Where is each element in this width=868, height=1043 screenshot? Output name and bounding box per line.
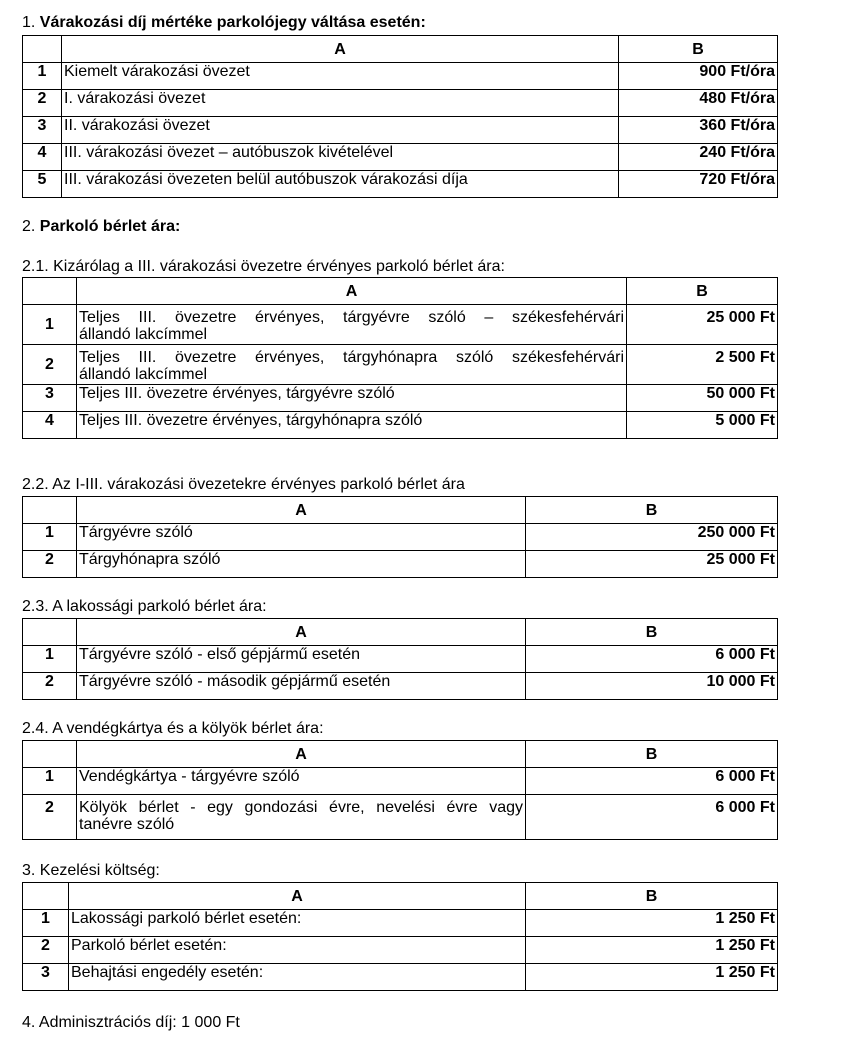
row-description-line-2: állandó lakcímmel [79,326,208,343]
row-price: 250 000 Ft [526,524,778,551]
table-header-row [23,278,778,305]
header-col-a: A [77,741,526,768]
row-price: 1 250 Ft [526,937,778,964]
table-header-row [23,741,778,768]
row-price: 6 000 Ft [526,646,778,673]
row-description: Teljes III. övezetre érvényes, tárgyhónapra szóló [77,412,627,439]
table-resident-pass-prices [22,618,778,700]
row-number: 4 [23,144,62,171]
header-col-b: B [526,497,778,524]
table-row [23,345,778,385]
header-empty [23,36,62,63]
row-number: 3 [23,964,69,991]
row-price: 2 500 Ft [627,345,778,385]
row-description: Tárgyévre szóló - második gépjármű esetén [77,673,526,700]
row-price: 720 Ft/óra [619,171,778,198]
row-price: 5 000 Ft [627,412,778,439]
table-row [23,673,778,700]
row-price: 50 000 Ft [627,385,778,412]
row-price: 10 000 Ft [526,673,778,700]
row-number: 1 [23,305,77,345]
header-col-a: A [62,36,619,63]
row-number: 1 [23,524,77,551]
header-empty [23,741,77,768]
section-2-2-title: 2.2. Az I-III. várakozási övezetekre érvényes parkoló bérlet ára [22,476,465,493]
table-row [23,646,778,673]
row-description-line-2: állandó lakcímmel [79,366,208,383]
table-row [23,768,778,795]
row-price: 6 000 Ft [526,768,778,795]
section-4-admin-fee: 4. Adminisztrációs díj: 1 000 Ft [22,1014,240,1031]
row-description: I. várakozási övezet [62,90,619,117]
row-number: 2 [23,345,77,385]
row-description: Lakossági parkoló bérlet esetén: [69,910,526,937]
table-row [23,144,778,171]
row-price: 480 Ft/óra [619,90,778,117]
section-2-3-title: 2.3. A lakossági parkoló bérlet ára: [22,598,267,615]
header-col-a: A [77,497,526,524]
header-empty [23,497,77,524]
section-3-title: 3. Kezelési költség: [22,862,160,879]
row-description-line-1: Teljes III. övezetre érvényes, tárgyévre szóló – székesfehérvári [79,309,624,326]
header-col-b: B [526,619,778,646]
row-price: 25 000 Ft [526,551,778,578]
table-zone3-pass-prices [22,277,778,439]
row-description [77,305,627,345]
table-row [23,305,778,345]
header-col-b: B [526,883,778,910]
table-header-row [23,883,778,910]
table-row [23,117,778,144]
row-description: Tárgyhónapra szóló [77,551,526,578]
table-row [23,795,778,840]
row-description: Vendégkártya - tárgyévre szóló [77,768,526,795]
row-number: 2 [23,795,77,840]
table-row [23,551,778,578]
table-row [23,964,778,991]
row-price: 25 000 Ft [627,305,778,345]
header-col-a: A [77,619,526,646]
row-description: Parkoló bérlet esetén: [69,937,526,964]
table-header-row [23,497,778,524]
row-price: 240 Ft/óra [619,144,778,171]
row-price: 1 250 Ft [526,910,778,937]
table-row [23,90,778,117]
row-description: Kiemelt várakozási övezet [62,63,619,90]
section-2-4-title: 2.4. A vendégkártya és a kölyök bérlet ára: [22,720,324,737]
row-number: 4 [23,412,77,439]
row-number: 3 [23,385,77,412]
table-header-row [23,36,778,63]
table-row [23,524,778,551]
row-number: 2 [23,937,69,964]
section-2-1-title: 2.1. Kizárólag a III. várakozási övezetre érvényes parkoló bérlet ára: [22,258,505,275]
section-2-number: 2. [22,218,36,235]
row-description [77,795,526,840]
row-price: 900 Ft/óra [619,63,778,90]
table-handling-fees [22,882,778,991]
row-number: 2 [23,90,62,117]
table-row [23,910,778,937]
row-description: Behajtási engedély esetén: [69,964,526,991]
table-row [23,63,778,90]
table-zone1-3-pass-prices [22,496,778,578]
row-number: 2 [23,551,77,578]
row-description-line-1: Teljes III. övezetre érvényes, tárgyhónapra szóló székesfehérvári [79,349,624,366]
row-description-line-2: tanévre szóló [79,816,175,833]
row-number: 1 [23,768,77,795]
row-number: 2 [23,673,77,700]
table-row [23,171,778,198]
row-description-line-1: Kölyök bérlet - egy gondozási évre, nevelési évre vagy [79,799,523,816]
row-price: 360 Ft/óra [619,117,778,144]
row-price: 1 250 Ft [526,964,778,991]
table-row [23,412,778,439]
row-description [77,345,627,385]
row-description: Tárgyévre szóló - első gépjármű esetén [77,646,526,673]
header-col-a: A [69,883,526,910]
header-empty [23,883,69,910]
section-1-heading [22,14,426,32]
table-parking-ticket-fees [22,35,778,198]
row-number: 5 [23,171,62,198]
row-description: Teljes III. övezetre érvényes, tárgyévre szóló [77,385,627,412]
table-row [23,937,778,964]
header-col-b: B [619,36,778,63]
header-empty [23,619,77,646]
header-empty [23,278,77,305]
header-col-b: B [627,278,778,305]
section-2-heading [22,218,180,236]
table-row [23,385,778,412]
row-price: 6 000 Ft [526,795,778,840]
row-number: 1 [23,646,77,673]
row-description: Tárgyévre szóló [77,524,526,551]
header-col-b: B [526,741,778,768]
row-description: III. várakozási övezeten belül autóbuszok várakozási díja [62,171,619,198]
row-description: III. várakozási övezet – autóbuszok kivételével [62,144,619,171]
header-col-a: A [77,278,627,305]
table-guest-card-prices [22,740,778,840]
table-header-row [23,619,778,646]
row-description: II. várakozási övezet [62,117,619,144]
section-2-title: Parkoló bérlet ára: [39,218,181,235]
section-1-title: Várakozási díj mértéke parkolójegy váltása esetén: [39,14,426,31]
section-1-number: 1. [22,14,36,31]
row-number: 1 [23,910,69,937]
row-number: 3 [23,117,62,144]
row-number: 1 [23,63,62,90]
